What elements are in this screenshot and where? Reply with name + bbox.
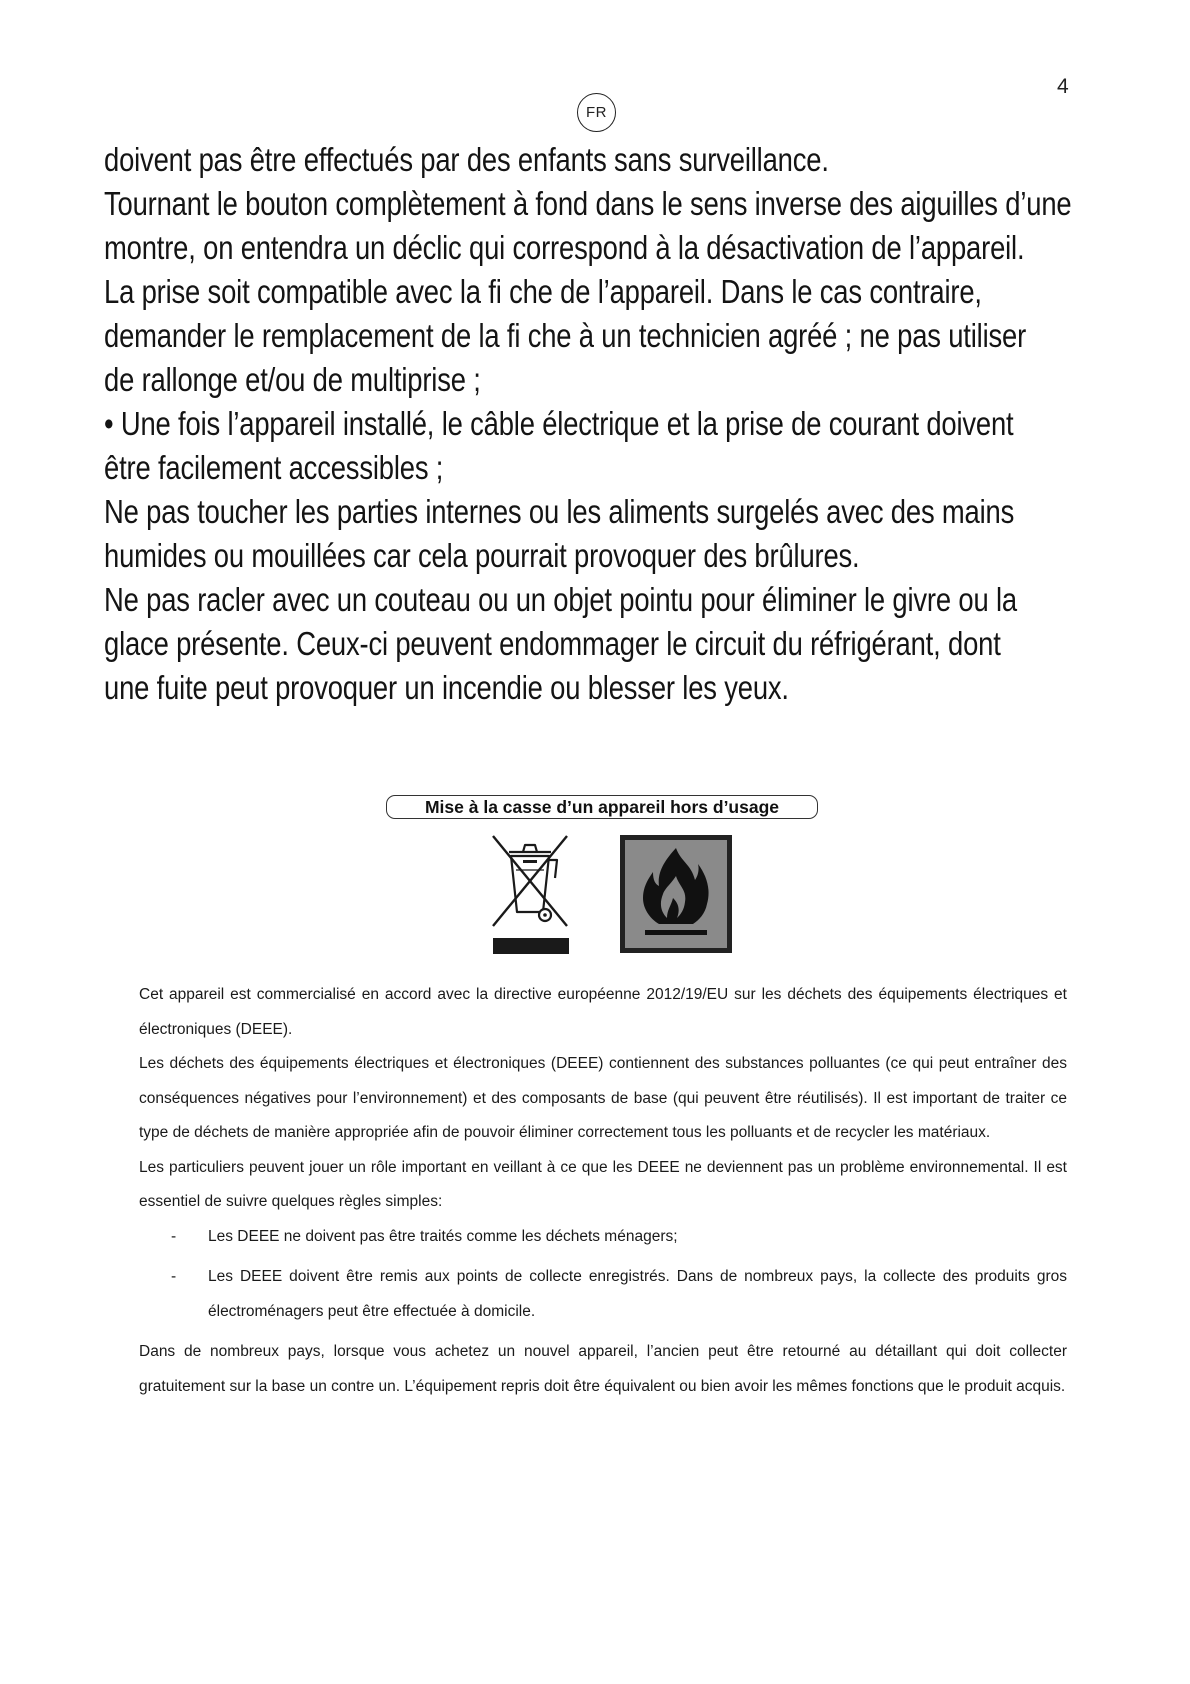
instruction-line: doivent pas être effectués par des enfants sans surveillance. [104, 141, 829, 178]
list-item-text: Les DEEE ne doivent pas être traités comme les déchets ménagers; [208, 1227, 678, 1245]
flammable-warning-icon [619, 834, 733, 954]
list-item [139, 1220, 1067, 1255]
list-dash: - [171, 1227, 177, 1245]
instruction-line: demander le remplacement de la fi che à un technicien agréé ; ne pas utiliser [104, 317, 1027, 354]
instruction-line: Tournant le bouton complètement à fond dans le sens inverse des aiguilles d’une [104, 185, 1072, 222]
list-item [139, 1260, 1067, 1329]
disposal-section-title: Mise à la casse d’un appareil hors d’usage [386, 795, 818, 819]
instruction-line: La prise soit compatible avec la fi che de l’appareil. Dans le cas contraire, [104, 273, 982, 310]
disposal-information [139, 978, 1067, 1404]
crossed-out-bin-icon [485, 830, 575, 954]
disposal-closing-paragraph: Dans de nombreux pays, lorsque vous achetez un nouvel appareil, l’ancien peut être retourné au détaillant qui doit collecter gratuitement sur la base un contre un. L’équipement repris doit être équivalent ou bien avoir les mêmes fonctions que le produit acquis. [139, 1343, 1067, 1395]
instruction-line: être facilement accessibles ; [104, 449, 444, 486]
disposal-paragraph: Les particuliers peuvent jouer un rôle important en veillant à ce que les DEEE ne deviennent pas un problème environnemental. Il est essentiel de suivre quelques règles simples: [139, 1158, 1067, 1210]
language-badge: FR [577, 93, 616, 132]
instruction-line: montre, on entendra un déclic qui correspond à la désactivation de l’appareil. [104, 229, 1025, 266]
instruction-line: glace présente. Ceux-ci peuvent endommager le circuit du réfrigérant, dont [104, 625, 1001, 662]
instruction-line: Ne pas racler avec un couteau ou un objet pointu pour éliminer le givre ou la [104, 581, 1017, 618]
instruction-line: humides ou mouillées car cela pourrait provoquer des brûlures. [104, 537, 860, 574]
instruction-line: Ne pas toucher les parties internes ou les aliments surgelés avec des mains [104, 493, 1015, 530]
list-item-text: Les DEEE doivent être remis aux points de collecte enregistrés. Dans de nombreux pays, la collecte des produits gros électroménagers peut être effectuée à domicile. [208, 1268, 1067, 1320]
instruction-line: • Une fois l’appareil installé, le câble électrique et la prise de courant doivent [104, 405, 1014, 442]
disposal-paragraph: Les déchets des équipements électriques et électroniques (DEEE) contiennent des substances polluantes (ce qui peut entraîner des conséquences négatives pour l’environnement) et des composants de base (qui peuvent être réutilisés). Il est important de traiter ce type de déchets de manière appropriée afin de pouvoir éliminer correctement tous les polluants et de recycler les matériaux. [139, 1055, 1067, 1141]
instruction-line: de rallonge et/ou de multiprise ; [104, 361, 481, 398]
instruction-line: une fuite peut provoquer un incendie ou blesser les yeux. [104, 669, 789, 706]
safety-instructions [104, 138, 1104, 710]
disposal-rules-list [139, 1220, 1067, 1330]
page-number: 4 [1057, 75, 1069, 98]
list-dash: - [171, 1268, 177, 1285]
disposal-paragraph: Cet appareil est commercialisé en accord avec la directive européenne 2012/19/EU sur les déchets des équipements électriques et électroniques (DEEE). [139, 986, 1067, 1038]
